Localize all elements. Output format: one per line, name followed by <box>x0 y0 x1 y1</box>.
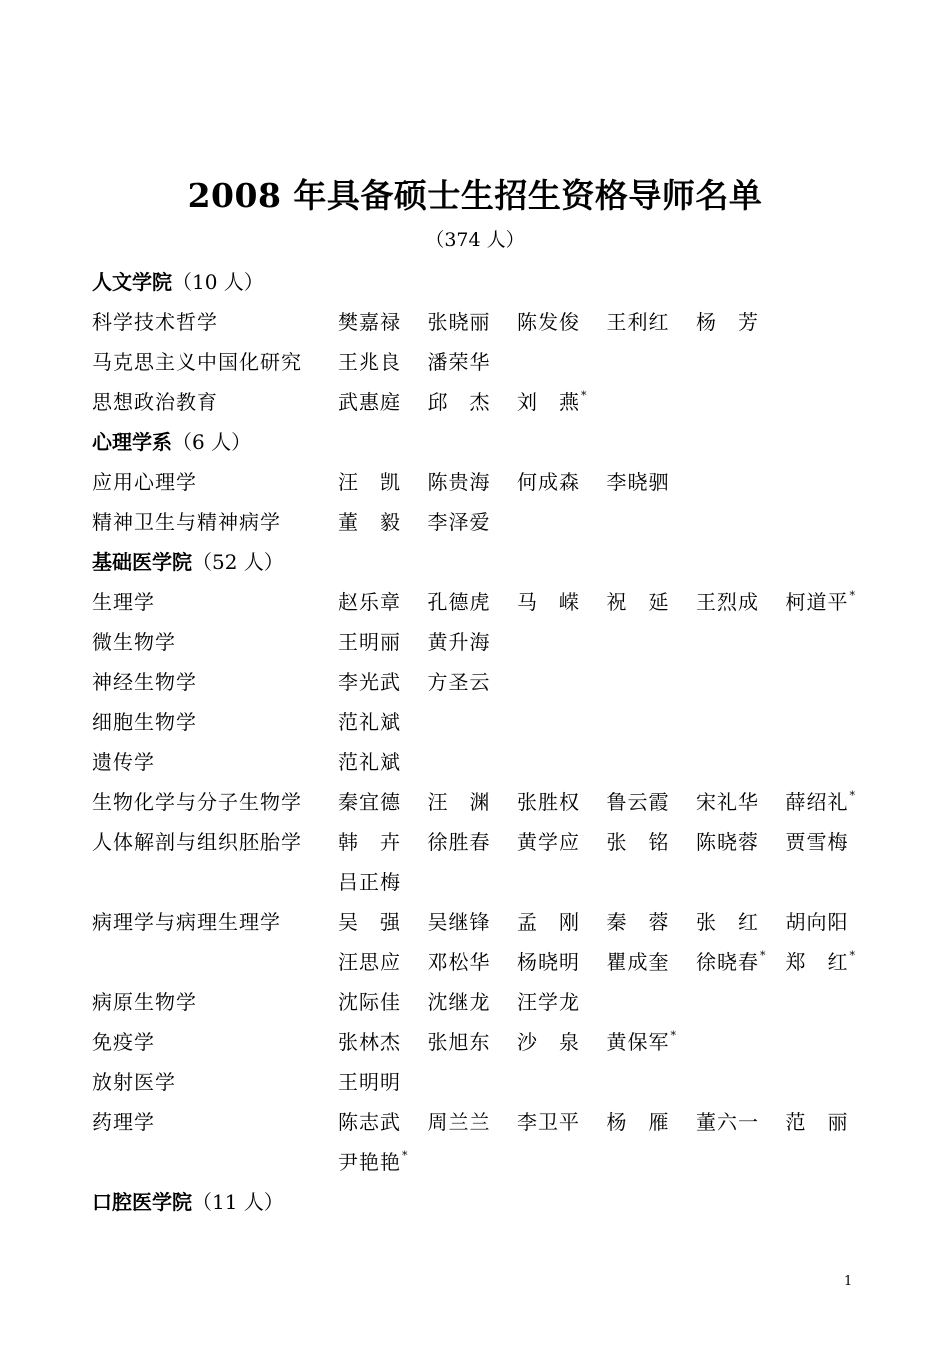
advisor-name: 董六一 <box>696 1110 759 1134</box>
department-heading <box>92 262 882 302</box>
advisor-name: 李晓驷 <box>606 470 670 494</box>
advisor-entry <box>428 662 518 702</box>
major-name: 免疫学 <box>92 1030 155 1054</box>
page-number: 1 <box>844 1274 853 1289</box>
advisor-entry <box>607 942 697 982</box>
advisor-entry <box>428 462 518 502</box>
advisor-name: 王利红 <box>606 310 670 334</box>
advisor-entry <box>517 582 607 622</box>
advisor-name: 武惠庭 <box>338 390 401 414</box>
major-name: 应用心理学 <box>92 470 197 494</box>
advisor-entry <box>517 1102 607 1142</box>
advisor-entry <box>696 302 786 342</box>
advisor-entry <box>428 822 518 862</box>
advisor-entry <box>338 1142 428 1182</box>
major-name: 精神卫生与精神病学 <box>92 510 281 534</box>
advisor-entry <box>338 822 428 862</box>
major-name: 细胞生物学 <box>92 710 197 734</box>
advisor-entry <box>338 902 428 942</box>
advisor-name: 汪思应 <box>338 950 401 974</box>
advisor-entry <box>338 1022 428 1062</box>
advisor-name: 董 毅 <box>338 510 401 534</box>
major-row <box>92 382 882 422</box>
advisor-entry <box>338 622 428 662</box>
advisor-entry <box>607 902 697 942</box>
advisor-names <box>338 742 878 782</box>
advisor-names <box>338 622 878 662</box>
major-row <box>92 502 882 542</box>
advisor-entry <box>338 942 428 982</box>
major-row <box>92 302 882 342</box>
advisor-entry <box>607 822 697 862</box>
advisor-entry <box>428 1022 518 1062</box>
document-title: 2008 年具备硕士生招生资格导师名单 <box>187 176 763 215</box>
advisor-names <box>338 582 878 622</box>
advisor-name: 黄保军 <box>606 1030 670 1054</box>
department-name: 心理学系 <box>92 430 172 454</box>
advisor-name: 王明明 <box>338 1070 401 1094</box>
major-row <box>92 902 882 982</box>
advisor-name: 郑 红 <box>785 950 849 974</box>
major-name: 病理学与病理生理学 <box>92 910 281 934</box>
advisor-entry <box>338 662 428 702</box>
advisor-list <box>92 262 882 1222</box>
advisor-name: 潘荣华 <box>427 350 491 374</box>
advisor-name: 李泽爱 <box>427 510 491 534</box>
advisor-name: 沈继龙 <box>427 990 491 1014</box>
advisor-names <box>338 1022 878 1062</box>
advisor-name: 孔德虎 <box>427 590 491 614</box>
advisor-entry <box>696 582 786 622</box>
major-row <box>92 342 882 382</box>
advisor-name: 杨 芳 <box>696 310 759 334</box>
advisor-name: 薛绍礼 <box>785 790 849 814</box>
advisor-entry <box>338 1062 428 1102</box>
advisor-names <box>338 382 878 422</box>
advisor-entry <box>786 1102 876 1142</box>
advisor-names <box>338 502 878 542</box>
major-name: 生物化学与分子生物学 <box>92 790 302 814</box>
advisor-entry <box>428 1102 518 1142</box>
advisor-name: 孟 刚 <box>517 910 580 934</box>
advisor-name: 马 嵘 <box>517 590 580 614</box>
advisor-name: 汪 凯 <box>338 470 401 494</box>
document-subtitle: （374 人） <box>425 229 525 251</box>
advisor-name: 韩 卉 <box>338 830 401 854</box>
department-heading <box>92 542 882 582</box>
advisor-name: 尹艳艳 <box>338 1150 401 1174</box>
advisor-name: 樊嘉禄 <box>338 310 401 334</box>
advisor-name: 杨晓明 <box>517 950 580 974</box>
advisor-name: 沙 泉 <box>517 1030 580 1054</box>
advisor-entry <box>517 982 607 1022</box>
advisor-name: 宋礼华 <box>696 790 759 814</box>
advisor-entry <box>428 982 518 1022</box>
advisor-names <box>338 782 878 822</box>
major-name: 科学技术哲学 <box>92 310 218 334</box>
advisor-name: 沈际佳 <box>338 990 401 1014</box>
advisor-name: 秦宜德 <box>338 790 401 814</box>
asterisk-mark: * <box>849 789 855 802</box>
advisor-entry <box>428 902 518 942</box>
advisor-name: 汪 渊 <box>427 790 491 814</box>
advisor-name: 陈贵海 <box>427 470 491 494</box>
advisor-entry <box>428 582 518 622</box>
advisor-name: 黄升海 <box>427 630 491 654</box>
advisor-name: 鲁云霞 <box>606 790 670 814</box>
major-name: 病原生物学 <box>92 990 197 1014</box>
advisor-name: 张胜权 <box>517 790 580 814</box>
major-row <box>92 622 882 662</box>
major-row <box>92 662 882 702</box>
advisor-entry <box>786 822 876 862</box>
major-name: 微生物学 <box>92 630 176 654</box>
advisor-name: 徐胜春 <box>427 830 491 854</box>
asterisk-mark: * <box>402 1149 408 1162</box>
major-name: 药理学 <box>92 1110 155 1134</box>
advisor-entry <box>517 822 607 862</box>
major-name: 思想政治教育 <box>92 390 218 414</box>
advisor-name: 瞿成奎 <box>606 950 670 974</box>
advisor-name: 陈志武 <box>338 1110 401 1134</box>
advisor-entry <box>786 942 876 982</box>
asterisk-mark: * <box>581 389 587 402</box>
advisor-names <box>338 702 878 742</box>
advisor-entry <box>338 502 428 542</box>
advisor-names <box>338 342 878 382</box>
advisor-names <box>338 1102 878 1182</box>
department-count: （11 人） <box>192 1190 284 1214</box>
major-row <box>92 742 882 782</box>
advisor-names <box>338 662 878 702</box>
asterisk-mark: * <box>849 589 855 602</box>
advisor-entry <box>338 582 428 622</box>
advisor-name: 何成森 <box>517 470 580 494</box>
advisor-entry <box>428 782 518 822</box>
advisor-entry <box>607 1022 697 1062</box>
asterisk-mark: * <box>849 949 855 962</box>
major-name: 遗传学 <box>92 750 155 774</box>
advisor-entry <box>428 942 518 982</box>
major-row <box>92 822 882 902</box>
advisor-entry <box>696 1102 786 1142</box>
advisor-name: 邓松华 <box>427 950 491 974</box>
advisor-entry <box>338 742 428 782</box>
department-count: （52 人） <box>192 550 284 574</box>
advisor-entry <box>338 302 428 342</box>
department-count: （10 人） <box>172 270 264 294</box>
advisor-entry <box>696 822 786 862</box>
department-name: 基础医学院 <box>92 550 192 574</box>
department-name: 人文学院 <box>92 270 172 294</box>
advisor-name: 陈发俊 <box>517 310 580 334</box>
advisor-entry <box>338 1102 428 1142</box>
advisor-name: 张 红 <box>696 910 759 934</box>
advisor-entry <box>517 302 607 342</box>
advisor-entry <box>786 582 876 622</box>
advisor-entry <box>517 462 607 502</box>
advisor-name: 汪学龙 <box>517 990 580 1014</box>
advisor-entry <box>607 302 697 342</box>
advisor-name: 祝 延 <box>606 590 670 614</box>
advisor-entry <box>338 862 428 902</box>
major-row <box>92 1102 882 1182</box>
asterisk-mark: * <box>760 949 766 962</box>
advisor-name: 陈晓蓉 <box>696 830 759 854</box>
advisor-entry <box>338 982 428 1022</box>
advisor-name: 赵乐章 <box>338 590 401 614</box>
advisor-name: 王烈成 <box>696 590 759 614</box>
advisor-names <box>338 302 878 342</box>
advisor-name: 贾雪梅 <box>785 830 849 854</box>
advisor-entry <box>517 1022 607 1062</box>
advisor-name: 柯道平 <box>785 590 849 614</box>
advisor-name: 徐晓春 <box>696 950 759 974</box>
major-name: 神经生物学 <box>92 670 197 694</box>
advisor-names <box>338 902 878 982</box>
advisor-name: 范 丽 <box>785 1110 849 1134</box>
department-count: （6 人） <box>172 430 252 454</box>
major-row <box>92 462 882 502</box>
advisor-name: 方圣云 <box>427 670 491 694</box>
advisor-name: 胡向阳 <box>785 910 849 934</box>
advisor-entry <box>607 582 697 622</box>
advisor-name: 周兰兰 <box>427 1110 491 1134</box>
major-name: 马克思主义中国化研究 <box>92 350 302 374</box>
advisor-entry <box>428 382 518 422</box>
advisor-name: 张旭东 <box>427 1030 491 1054</box>
advisor-names <box>338 462 878 502</box>
advisor-names <box>338 822 878 902</box>
major-name: 放射医学 <box>92 1070 176 1094</box>
major-name: 生理学 <box>92 590 155 614</box>
advisor-name: 吴继锋 <box>427 910 491 934</box>
advisor-entry <box>428 302 518 342</box>
department-heading <box>92 1182 882 1222</box>
advisor-entry <box>338 382 428 422</box>
advisor-name: 王兆良 <box>338 350 401 374</box>
department-name: 口腔医学院 <box>92 1190 192 1214</box>
advisor-name: 范礼斌 <box>338 750 401 774</box>
advisor-entry <box>338 342 428 382</box>
major-row <box>92 1022 882 1062</box>
advisor-entry <box>696 782 786 822</box>
major-name: 人体解剖与组织胚胎学 <box>92 830 302 854</box>
major-row <box>92 782 882 822</box>
advisor-entry <box>696 902 786 942</box>
advisor-name: 刘 燕 <box>517 390 580 414</box>
major-row <box>92 582 882 622</box>
advisor-entry <box>517 902 607 942</box>
advisor-entry <box>517 782 607 822</box>
department-heading <box>92 422 882 462</box>
advisor-name: 吴 强 <box>338 910 401 934</box>
advisor-name: 李卫平 <box>517 1110 580 1134</box>
advisor-name: 范礼斌 <box>338 710 401 734</box>
advisor-entry <box>428 502 518 542</box>
asterisk-mark: * <box>670 1029 676 1042</box>
advisor-entry <box>428 342 518 382</box>
advisor-name: 王明丽 <box>338 630 401 654</box>
advisor-entry <box>517 382 607 422</box>
advisor-entry <box>338 702 428 742</box>
advisor-entry <box>338 462 428 502</box>
advisor-name: 吕正梅 <box>338 870 401 894</box>
advisor-entry <box>607 782 697 822</box>
advisor-name: 张 铭 <box>606 830 670 854</box>
advisor-name: 邱 杰 <box>427 390 491 414</box>
advisor-names <box>338 1062 878 1102</box>
advisor-entry <box>696 942 786 982</box>
advisor-name: 李光武 <box>338 670 401 694</box>
advisor-entry <box>428 622 518 662</box>
advisor-entry <box>786 902 876 942</box>
advisor-entry <box>338 782 428 822</box>
advisor-entry <box>786 782 876 822</box>
advisor-name: 张林杰 <box>338 1030 401 1054</box>
major-row <box>92 982 882 1022</box>
advisor-name: 秦 蓉 <box>606 910 670 934</box>
major-row <box>92 1062 882 1102</box>
advisor-name: 黄学应 <box>517 830 580 854</box>
advisor-entry <box>607 462 697 502</box>
advisor-entry <box>517 942 607 982</box>
advisor-name: 张晓丽 <box>427 310 491 334</box>
advisor-name: 杨 雁 <box>606 1110 670 1134</box>
major-row <box>92 702 882 742</box>
advisor-names <box>338 982 878 1022</box>
advisor-entry <box>607 1102 697 1142</box>
